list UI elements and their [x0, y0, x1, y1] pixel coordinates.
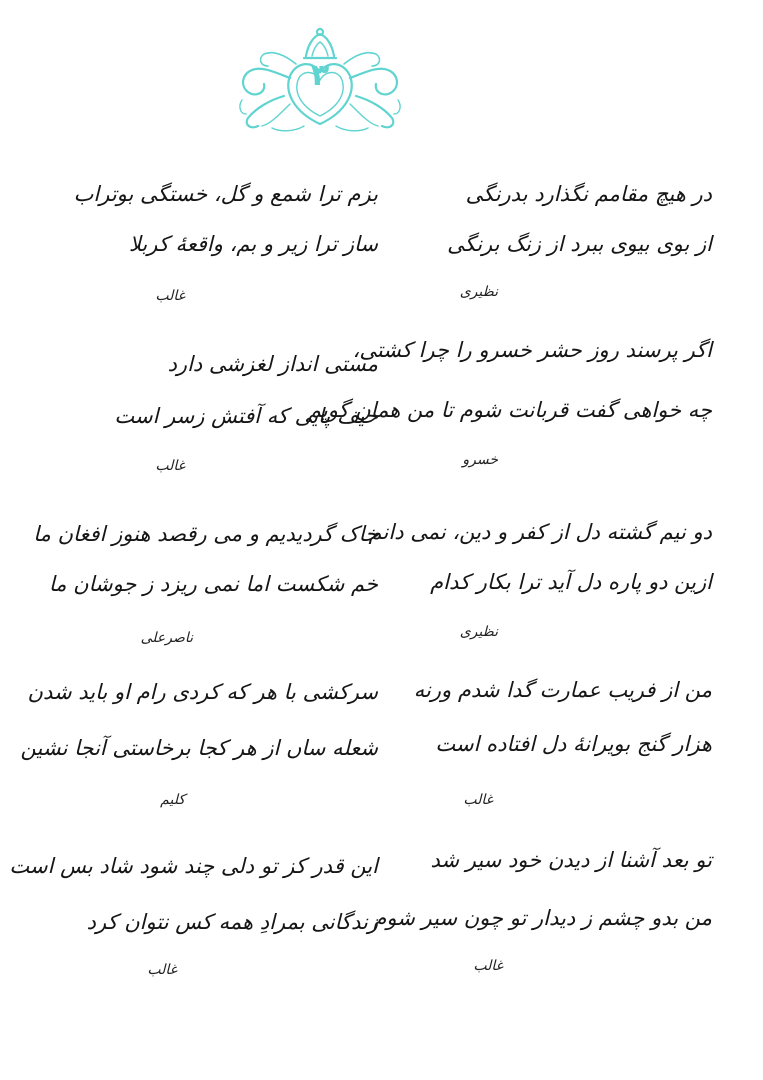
verse-line: بزم ترا شمع و گل، خستگی بوتراب [73, 182, 378, 206]
verse-line: دو نیم گشته دل از کفر و دین، نمی دانم [368, 520, 712, 544]
verse-line: تو بعد آشنا از دیدن خود سیر شد [430, 848, 712, 872]
page-number: ۳ [310, 58, 330, 93]
poet-name: غالب [147, 962, 177, 978]
verse-line: من از فریب عمارت گدا شدم ورنه [413, 678, 712, 702]
poet-name: ناصرعلی [140, 630, 193, 646]
verse-line: هزار گنج بویرانهٔ دل افتاده است [435, 732, 712, 756]
verse-line: در هیچ مقامم نگذارد بدرنگی [465, 182, 712, 206]
poet-name: خسرو [462, 452, 498, 468]
verse-line: ساز ترا زیر و بم، واقعهٔ کربلا [128, 232, 378, 256]
verse-line: حیف پایی که آفتش زسر است [114, 404, 378, 428]
poet-name: نظیری [459, 624, 498, 640]
verse-line: سرکشی با هر که کردی رام او باید شدن [27, 680, 378, 704]
page-number-ornament [234, 26, 406, 136]
verse-line: این قدر کز تو دلی چند شود شاد بس است [9, 854, 378, 878]
verse-line: شعله ساں از هر کجا برخاستی آنجا نشین [20, 736, 378, 760]
poet-name: کلیم [160, 792, 185, 808]
poet-name: نظیری [459, 284, 498, 300]
verse-line: زندگانی بمرادِ همه کس نتوان کرد [86, 910, 378, 934]
verse-line: مستی انداز لغزشی دارد [167, 352, 378, 376]
verse-line: خم شکست اما نمی ریزد ز جوشان ما [48, 572, 378, 596]
poet-name: غالب [473, 958, 503, 974]
verse-line: خاک گردیدیم و می رقصد هنوز افغان ما [33, 522, 378, 546]
verse-line: ازین دو پاره دل آید ترا بکار کدام [430, 570, 712, 594]
verse-line: چه خواهی گفت قربانت شوم تا من همان گویم [307, 398, 712, 422]
verse-line: از بوی بیوی ببرد از زنگ برنگی [447, 232, 712, 256]
poet-name: غالب [155, 288, 185, 304]
poet-name: غالب [463, 792, 493, 808]
poet-name: غالب [155, 458, 185, 474]
verse-line: اگر پرسند روز حشر خسرو را چرا کشتی، [352, 338, 712, 362]
verse-line: من بدو چشم ز دیدار تو چون سیر شوم [373, 906, 712, 930]
